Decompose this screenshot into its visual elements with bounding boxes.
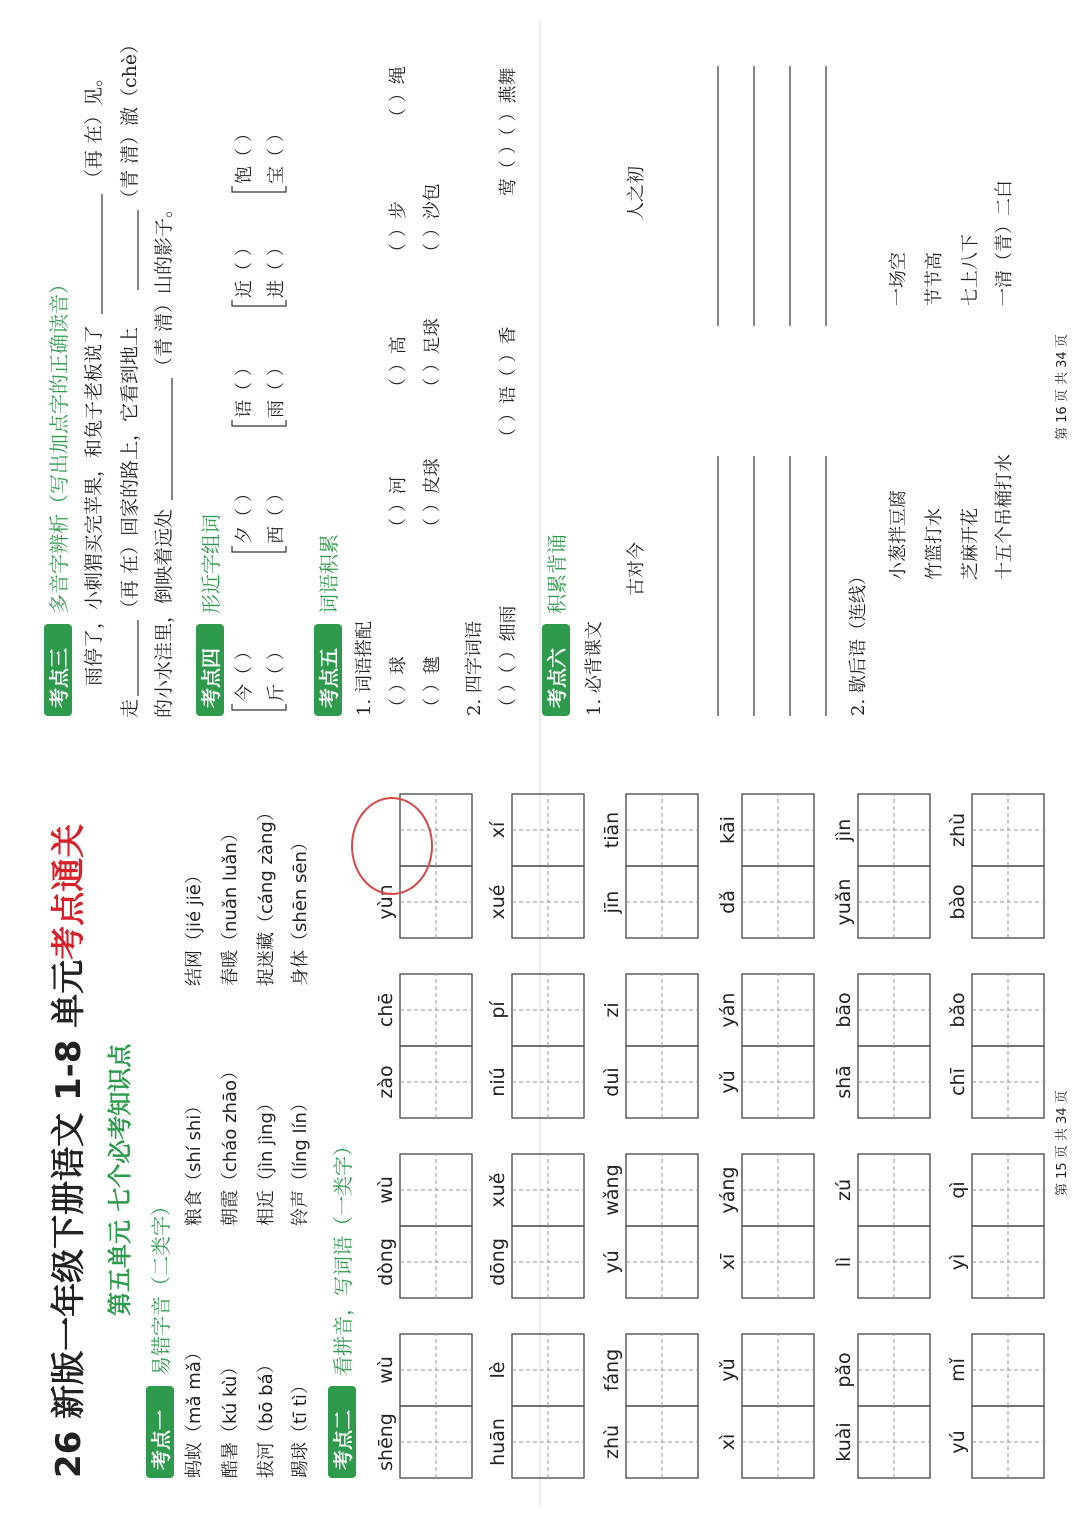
s4-pair0-b: 斤（ ） bbox=[266, 642, 287, 702]
left-page bbox=[49, 794, 1070, 1478]
s3-tag-label: 考点三 bbox=[47, 648, 71, 708]
pinyin-label: jīn bbox=[601, 890, 623, 914]
pinyin-label: duì bbox=[601, 1067, 623, 1097]
s3-line1-choice: （再 在）见。 bbox=[83, 67, 105, 188]
s5-q1: 1. 词语搭配 bbox=[354, 621, 375, 716]
s3-line3-choice: （青 清）山的影子。 bbox=[153, 198, 175, 376]
pinyin-label: zhù bbox=[947, 812, 969, 848]
page-title: 26 新版一年级下册语文 1-8 单元考点通关 bbox=[49, 823, 89, 1478]
s3-line2-choice: （再 在）回家的路上，它看到地上 bbox=[119, 326, 141, 618]
s1-c3-1: 春暖（nuǎn luǎn） bbox=[220, 824, 241, 986]
s3-heading: 多音字辨析（写出加点字的正确读音） bbox=[47, 274, 71, 614]
s5-q2-0: （ ）（ ）细雨 bbox=[498, 605, 519, 716]
pinyin-label: dǎ bbox=[717, 890, 739, 914]
pinyin-label: huān bbox=[487, 1418, 509, 1466]
s4-pair0-a: 今（ ） bbox=[234, 642, 255, 702]
s5-r1-0: （ ）球 bbox=[388, 656, 409, 716]
pinyin-label: zào bbox=[375, 1065, 397, 1099]
s5-r1-1: （ ）河 bbox=[388, 476, 409, 536]
pinyin-label: xuě bbox=[487, 1172, 509, 1208]
pinyin-label: bào bbox=[947, 884, 969, 920]
s1-heading: 易错字音（二类字） bbox=[149, 1196, 173, 1376]
s1-c3-0: 结网（jié jiē） bbox=[184, 866, 205, 986]
s6-heading: 积累背诵 bbox=[545, 534, 569, 614]
pinyin-label: xí bbox=[487, 821, 509, 839]
poem-title-2: 人之初 bbox=[626, 166, 647, 220]
s5-r2-1: （ ）皮球 bbox=[422, 458, 443, 536]
pinyin-label: chē bbox=[375, 992, 397, 1028]
pinyin-label: kuài bbox=[833, 1422, 855, 1462]
s6-q1: 1. 必背课文 bbox=[584, 621, 605, 716]
pinyin-label: mǐ bbox=[947, 1358, 969, 1382]
pinyin-label: jìn bbox=[833, 818, 855, 842]
s1-c2-0: 粮食（shí shi） bbox=[184, 1096, 205, 1226]
s4-bracket-4 bbox=[232, 186, 286, 192]
pinyin-label: xué bbox=[487, 884, 509, 920]
s4-bracket-3 bbox=[232, 300, 286, 306]
left-page-number: 第 15 页 共 34 页 bbox=[1055, 1090, 1070, 1196]
pinyin-label: wù bbox=[375, 1356, 397, 1384]
s5-heading: 词语积累 bbox=[317, 534, 341, 614]
right-page bbox=[44, 35, 1070, 718]
pinyin-label: lì bbox=[833, 1256, 855, 1268]
pinyin-label: lè bbox=[487, 1361, 509, 1379]
pinyin-label: yùn bbox=[375, 884, 397, 920]
writing-grids bbox=[375, 794, 1044, 1478]
s3-line3: 的小水洼里，倒映着远处 bbox=[153, 508, 175, 718]
s5-r2-2: （ ）足球 bbox=[422, 318, 443, 396]
pinyin-label: wǎng bbox=[601, 1164, 623, 1216]
s4-pair2-b: 雨（ ） bbox=[266, 358, 287, 418]
pinyin-label: yǔ bbox=[717, 1358, 739, 1382]
pinyin-label: yán bbox=[717, 992, 739, 1028]
s5-r2-0: （ ）毽 bbox=[422, 656, 443, 716]
s1-c1-3: 踢球（tī tì） bbox=[290, 1376, 311, 1478]
pinyin-label: pǎo bbox=[833, 1352, 855, 1388]
s5-r1-4: （ ）绳 bbox=[388, 66, 409, 126]
s4-pair4-a: 饱（ ） bbox=[234, 124, 255, 184]
subtitle: 第五单元 七个必考知识点 bbox=[106, 1043, 134, 1316]
s1-c2-2: 相近（jìn jìng） bbox=[256, 1094, 277, 1226]
s4-pair1-b: 西（ ） bbox=[266, 484, 287, 544]
pinyin-label: bāo bbox=[833, 992, 855, 1028]
xh-right-0[interactable]: 一场空 bbox=[888, 252, 909, 306]
xh-left-0[interactable]: 小葱拌豆腐 bbox=[888, 490, 909, 580]
s3-line2-end: （青 清）澈（chè） bbox=[119, 34, 141, 208]
recite-lines bbox=[718, 66, 826, 716]
pinyin-label: yuǎn bbox=[833, 878, 855, 926]
s4-heading: 形近字组词 bbox=[199, 514, 223, 614]
red-circle-mark bbox=[352, 798, 432, 894]
pinyin-label: fáng bbox=[601, 1348, 623, 1392]
s1-c2-1: 朝霞（cháo zhāo） bbox=[220, 1062, 241, 1226]
pinyin-label: dōng bbox=[487, 1238, 509, 1286]
pinyin-label: zi bbox=[601, 1002, 623, 1018]
pinyin-label: yáng bbox=[717, 1166, 739, 1214]
s3-line1: 雨停了，小刺猬买完苹果，和兔子老板说了 bbox=[83, 324, 105, 686]
right-page-number: 第 16 页 共 34 页 bbox=[1055, 334, 1070, 440]
pinyin-label: zú bbox=[833, 1178, 855, 1202]
poem-title-1: 古对今 bbox=[626, 542, 647, 596]
pinyin-label: yì bbox=[947, 1253, 969, 1271]
s1-c2-3: 铃声（líng lín） bbox=[290, 1094, 311, 1226]
s1-c1-1: 酷暑（kú kù） bbox=[220, 1357, 241, 1478]
xh-left-3[interactable]: 十五个吊桶打水 bbox=[994, 454, 1015, 580]
s5-q2-1: （ ）语（ ）香 bbox=[498, 326, 519, 446]
s4-bracket-2 bbox=[232, 420, 286, 426]
pinyin-label: pí bbox=[487, 1001, 509, 1019]
s4-bracket-1 bbox=[232, 546, 286, 552]
pinyin-label: shā bbox=[833, 1065, 855, 1099]
s5-q2: 2. 四字词语 bbox=[464, 621, 485, 716]
pinyin-label: yú bbox=[947, 1430, 969, 1454]
pinyin-label: niú bbox=[487, 1067, 509, 1097]
s5-r1-2: （ ）高 bbox=[388, 336, 409, 396]
s1-tag-label: 考点一 bbox=[149, 1410, 173, 1470]
pinyin-label: chī bbox=[947, 1068, 969, 1096]
xh-right-3[interactable]: 一清（青）二白 bbox=[994, 180, 1015, 306]
s4-tag-label: 考点四 bbox=[199, 648, 223, 708]
pinyin-label: tiān bbox=[601, 811, 623, 849]
pinyin-label: xì bbox=[717, 1433, 739, 1451]
pinyin-label: qì bbox=[947, 1181, 969, 1199]
s1-c1-0: 蚂蚁（mǎ mǎ） bbox=[184, 1343, 205, 1478]
s4-pair3-b: 进（ ） bbox=[266, 238, 287, 298]
s2-tag-label: 考点二 bbox=[331, 1410, 355, 1470]
s6-tag-label: 考点六 bbox=[545, 648, 569, 708]
pinyin-label: bǎo bbox=[947, 992, 969, 1028]
s4-pair3-a: 近（ ） bbox=[234, 238, 255, 298]
xh-left-1[interactable]: 竹篮打水 bbox=[924, 508, 945, 580]
pinyin-label: wù bbox=[375, 1176, 397, 1204]
s1-c1-2: 拔河（bō bá） bbox=[256, 1355, 277, 1478]
s4-pair2-a: 语（ ） bbox=[234, 358, 255, 418]
s1-c3-2: 捉迷藏（cáng zàng） bbox=[256, 803, 277, 986]
pinyin-label: yǔ bbox=[717, 1070, 739, 1094]
xh-right-1[interactable]: 节节高 bbox=[924, 252, 945, 306]
s5-r2-3: （ ）沙包 bbox=[422, 183, 443, 261]
s5-q2-2: 莺（ ）（ ）燕舞 bbox=[498, 67, 519, 196]
pinyin-label: dòng bbox=[375, 1238, 397, 1286]
s3-line2-start: 走 bbox=[119, 698, 141, 718]
pinyin-label: xī bbox=[717, 1253, 739, 1271]
s4-bracket-0 bbox=[232, 704, 286, 710]
s4-pair4-b: 宝（ ） bbox=[266, 124, 287, 184]
s4-pair1-a: 夕（ ） bbox=[234, 484, 255, 544]
pinyin-label: shēng bbox=[375, 1413, 397, 1471]
s6-q2: 2. 歇后语（连线） bbox=[848, 567, 869, 716]
s2-heading: 看拼音，写词语（一类字） bbox=[331, 1136, 355, 1376]
pinyin-label: kāi bbox=[717, 816, 739, 844]
xh-left-2[interactable]: 芝麻开花 bbox=[960, 508, 981, 580]
s1-c3-3: 身体（shēn sēn） bbox=[290, 833, 311, 986]
pinyin-label: yú bbox=[601, 1250, 623, 1274]
pinyin-label: zhù bbox=[601, 1424, 623, 1460]
s5-tag-label: 考点五 bbox=[317, 648, 341, 708]
xh-right-2[interactable]: 七上八下 bbox=[960, 234, 981, 306]
s5-r1-3: （ ）步 bbox=[388, 201, 409, 261]
